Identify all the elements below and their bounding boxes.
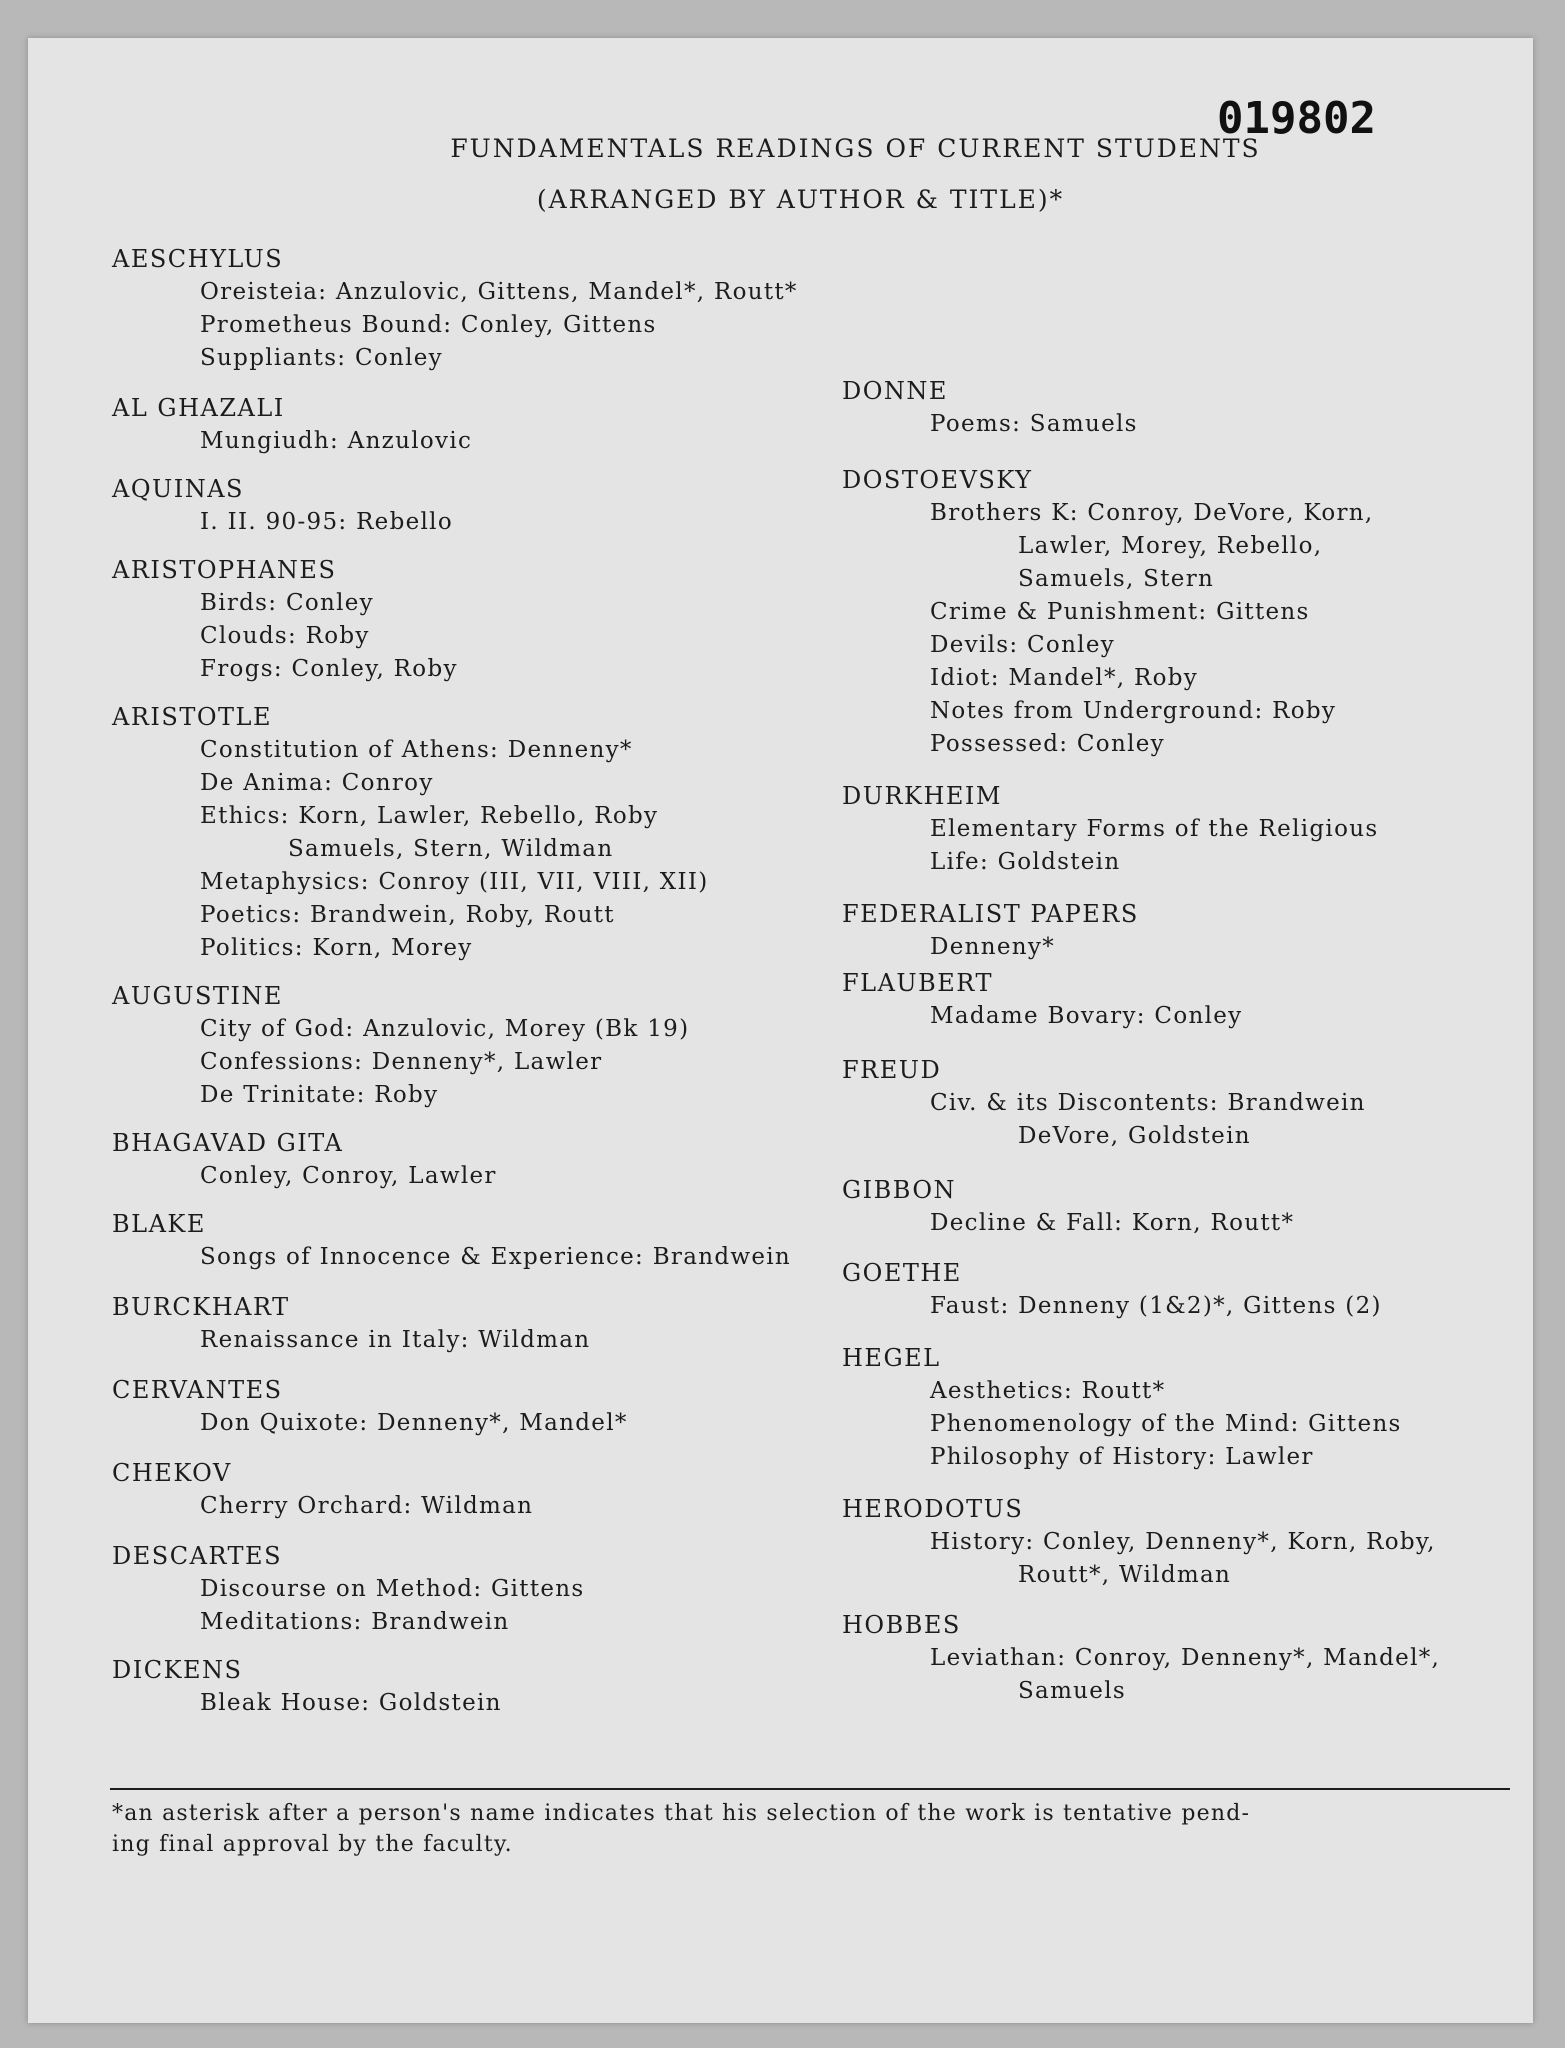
work-entry: Samuels, Stern (1018, 566, 1215, 592)
work-entry: Discourse on Method: Gittens (200, 1576, 585, 1602)
author-entry (112, 1456, 902, 1523)
work-entry: Civ. & its Discontents: Brandwein (930, 1090, 1366, 1116)
work-entry: Cherry Orchard: Wildman (200, 1493, 534, 1519)
work-entry: Oreisteia: Anzulovic, Gittens, Mandel*, Routt* (200, 279, 798, 305)
author-name: FEDERALIST PAPERS (842, 900, 1139, 928)
author-name: HERODOTUS (842, 1495, 1024, 1523)
work-entry: Prometheus Bound: Conley, Gittens (200, 312, 657, 338)
work-entry: Aesthetics: Routt* (930, 1378, 1166, 1404)
footnote-divider (110, 1788, 1510, 1790)
author-name: AUGUSTINE (112, 982, 283, 1010)
author-entry (842, 779, 1542, 879)
author-name: ARISTOTLE (112, 703, 272, 731)
author-entry (112, 700, 902, 965)
author-name: BLAKE (112, 1210, 206, 1238)
author-name: BHAGAVAD GITA (112, 1129, 344, 1157)
work-entry: De Anima: Conroy (200, 770, 434, 796)
author-entry (842, 1053, 1542, 1153)
work-entry: Suppliants: Conley (200, 345, 443, 371)
work-entry: Elementary Forms of the Religious (930, 816, 1379, 842)
work-entry: Poetics: Brandwein, Roby, Routt (200, 902, 615, 928)
author-name: GIBBON (842, 1176, 957, 1204)
page-title: FUNDAMENTALS READINGS OF CURRENT STUDENTS (450, 134, 1261, 163)
work-entry: DeVore, Goldstein (1018, 1123, 1251, 1149)
work-entry: Brothers K: Conroy, DeVore, Korn, (930, 500, 1374, 526)
work-entry: City of God: Anzulovic, Morey (Bk 19) (200, 1016, 690, 1042)
work-entry: Don Quixote: Denneny*, Mandel* (200, 1410, 628, 1436)
author-entry (112, 1539, 902, 1639)
author-name: ARISTOPHANES (112, 556, 337, 584)
author-name: FLAUBERT (842, 969, 993, 997)
work-entry: Birds: Conley (200, 590, 374, 616)
author-entry (842, 1173, 1542, 1240)
author-entry (112, 553, 902, 686)
author-name: DICKENS (112, 1656, 243, 1684)
work-entry: Conley, Conroy, Lawler (200, 1163, 497, 1189)
work-entry: Songs of Innocence & Experience: Brandwein (200, 1244, 792, 1270)
author-entry (112, 979, 902, 1112)
footnote-line: *an asterisk after a person's name indicates that his selection of the work is tentative pend- (112, 1801, 1251, 1826)
work-entry: De Trinitate: Roby (200, 1082, 439, 1108)
author-name: GOETHE (842, 1259, 962, 1287)
work-entry: Philosophy of History: Lawler (930, 1444, 1314, 1470)
author-entry (112, 1653, 902, 1720)
author-name: BURCKHART (112, 1293, 290, 1321)
author-name: CERVANTES (112, 1376, 283, 1404)
author-name: DOSTOEVSKY (842, 466, 1033, 494)
author-name: HEGEL (842, 1344, 941, 1372)
work-entry: Notes from Underground: Roby (930, 698, 1337, 724)
author-entry (842, 374, 1542, 441)
author-entry (112, 472, 902, 539)
author-name: AESCHYLUS (112, 245, 284, 273)
author-name: AL GHAZALI (112, 394, 285, 422)
author-entry (112, 391, 902, 458)
author-name: HOBBES (842, 1611, 961, 1639)
author-name: DONNE (842, 377, 948, 405)
work-entry: Renaissance in Italy: Wildman (200, 1327, 591, 1353)
work-entry: Madame Bovary: Conley (930, 1003, 1243, 1029)
work-entry: Frogs: Conley, Roby (200, 656, 458, 682)
author-entry (112, 242, 902, 375)
author-entry (112, 1373, 902, 1440)
work-entry: Faust: Denneny (1&2)*, Gittens (2) (930, 1293, 1382, 1319)
page-subtitle: (ARRANGED BY AUTHOR & TITLE)* (536, 185, 1065, 214)
work-entry: Routt*, Wildman (1018, 1562, 1232, 1588)
author-entry (842, 1341, 1542, 1474)
work-entry: Life: Goldstein (930, 849, 1121, 875)
right-column (842, 374, 1542, 1708)
author-entry (842, 1492, 1542, 1592)
work-entry: Metaphysics: Conroy (III, VII, VIII, XII) (200, 869, 709, 895)
document-number: 019802 (1217, 93, 1376, 144)
author-entry (842, 966, 1542, 1033)
author-entry (112, 1207, 902, 1274)
author-entry (112, 1290, 902, 1357)
author-name: DURKHEIM (842, 782, 1002, 810)
author-entry (842, 1256, 1542, 1323)
work-entry: Mungiudh: Anzulovic (200, 428, 473, 454)
work-entry: Politics: Korn, Morey (200, 935, 473, 961)
author-name: FREUD (842, 1056, 942, 1084)
work-entry: Meditations: Brandwein (200, 1609, 510, 1635)
author-entry (112, 1126, 902, 1193)
document-page (28, 38, 1533, 2023)
author-name: AQUINAS (112, 475, 244, 503)
work-entry: Decline & Fall: Korn, Routt* (930, 1210, 1295, 1236)
work-entry: Poems: Samuels (930, 411, 1138, 437)
work-entry: Denneny* (930, 934, 1055, 960)
author-name: DESCARTES (112, 1542, 283, 1570)
work-entry: Confessions: Denneny*, Lawler (200, 1049, 603, 1075)
left-column (112, 242, 902, 1720)
author-name: CHEKOV (112, 1459, 232, 1487)
author-entry (842, 463, 1542, 761)
author-entry (842, 897, 1542, 964)
footnote (112, 1798, 1532, 1860)
work-entry: Ethics: Korn, Lawler, Rebello, Roby (200, 803, 659, 829)
work-entry: Devils: Conley (930, 632, 1116, 658)
work-entry: Leviathan: Conroy, Denneny*, Mandel*, (930, 1645, 1441, 1671)
work-entry: Samuels, Stern, Wildman (288, 836, 614, 862)
title-block (28, 134, 1533, 214)
work-entry: History: Conley, Denneny*, Korn, Roby, (930, 1529, 1436, 1555)
work-entry: Samuels (1018, 1678, 1126, 1704)
work-entry: I. II. 90-95: Rebello (200, 509, 453, 535)
work-entry: Clouds: Roby (200, 623, 370, 649)
author-entry (842, 1608, 1542, 1708)
work-entry: Bleak House: Goldstein (200, 1690, 502, 1716)
work-entry: Phenomenology of the Mind: Gittens (930, 1411, 1402, 1437)
work-entry: Crime & Punishment: Gittens (930, 599, 1310, 625)
work-entry: Constitution of Athens: Denneny* (200, 737, 633, 763)
work-entry: Lawler, Morey, Rebello, (1018, 533, 1323, 559)
footnote-line: ing final approval by the faculty. (112, 1832, 513, 1857)
work-entry: Possessed: Conley (930, 731, 1165, 757)
work-entry: Idiot: Mandel*, Roby (930, 665, 1199, 691)
